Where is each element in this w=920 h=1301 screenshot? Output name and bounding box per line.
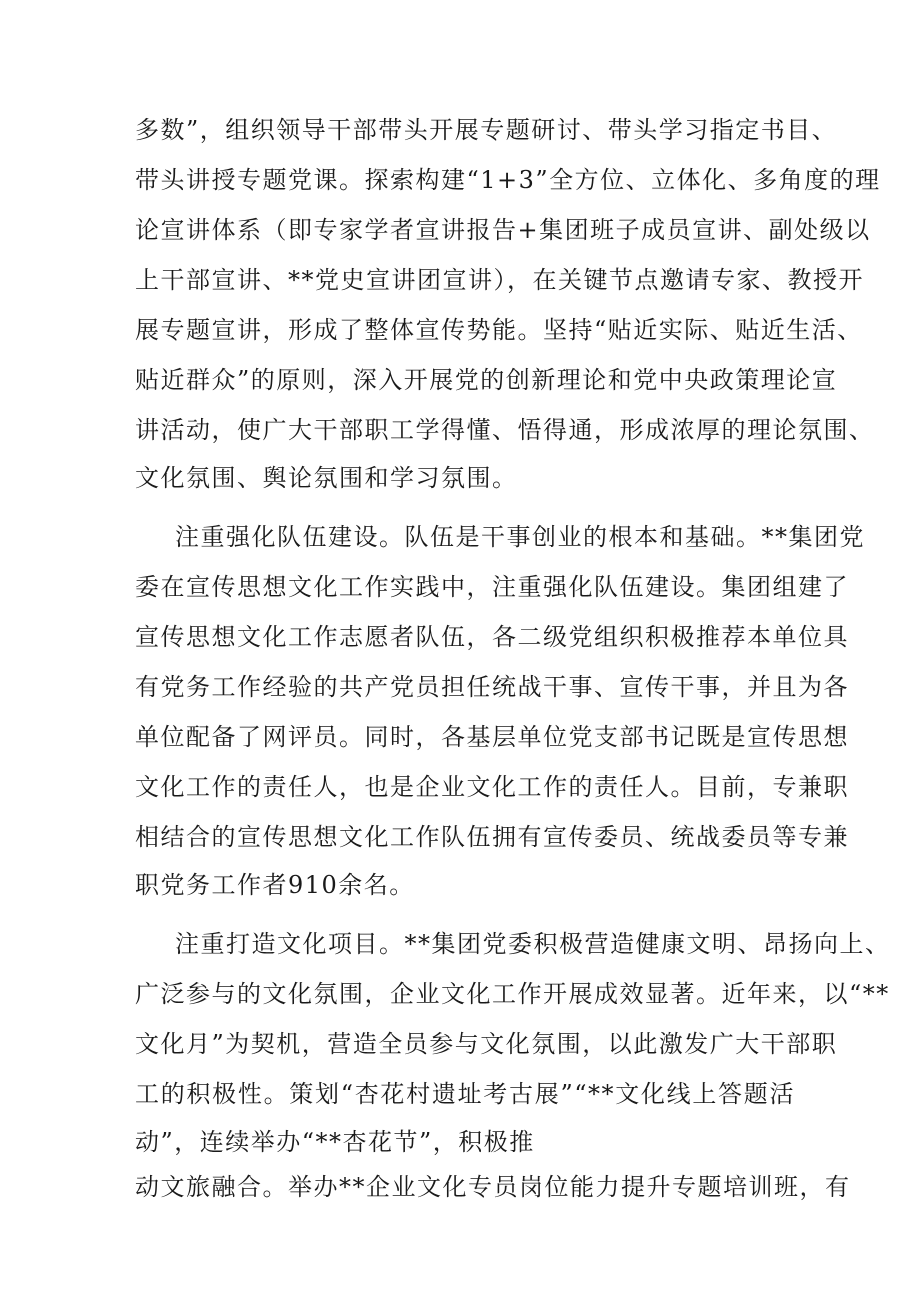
p1-line-7: 讲活动，使广大干部职工学得懂、悟得通，形成浓厚的理论氛围、 xyxy=(135,416,875,444)
p2-line-6: 文化工作的责任人，也是企业文化工作的责任人。目前，专兼职 xyxy=(135,773,849,801)
p1-line-6: 贴近群众”的原则，深入开展党的创新理论和党中央政策理论宣 xyxy=(135,366,838,394)
p2-line-2: 委在宣传思想文化工作实践中，注重强化队伍建设。集团组建了 xyxy=(135,573,849,601)
p2-line-1: 注重强化队伍建设。队伍是干事创业的根本和基础。**集团党 xyxy=(175,523,865,551)
p3-line-4: 工的积极性。策划“杏花村遗址考古展”“**文化线上答题活 xyxy=(135,1080,795,1108)
p3-line-2: 广泛参与的文化氛围，企业文化工作开展成效显著。近年来，以“** xyxy=(135,980,890,1008)
p2-line-7: 相结合的宣传思想文化工作队伍拥有宣传委员、统战委员等专兼 xyxy=(135,823,849,851)
p1-line-2: 带头讲授专题党课。探索构建“1+3”全方位、立体化、多角度的理 xyxy=(135,166,881,194)
p1-line-4: 上干部宣讲、**党史宣讲团宣讲），在关键节点邀请专家、教授开 xyxy=(135,266,864,294)
p3-line-1: 注重打造文化项目。**集团党委积极营造健康文明、昂扬向上、 xyxy=(175,930,891,958)
p1-line-3: 论宣讲体系（即专家学者宣讲报告+集团班子成员宣讲、副处级以 xyxy=(135,216,871,244)
p3-line-5: 动”，连续举办“**杏花节”，积极推 xyxy=(135,1128,535,1156)
p2-line-4: 有党务工作经验的共产党员担任统战干事、宣传干事，并且为各 xyxy=(135,673,849,701)
p2-line-5: 单位配备了网评员。同时，各基层单位党支部书记既是宣传思想 xyxy=(135,723,849,751)
p1-line-5: 展专题宣讲，形成了整体宣传势能。坚持“贴近实际、贴近生活、 xyxy=(135,316,863,344)
p1-line-8: 文化氛围、舆论氛围和学习氛围。 xyxy=(135,464,518,492)
p3-line-3: 文化月”为契机，营造全员参与文化氛围，以此激发广大干部职 xyxy=(135,1030,838,1058)
p3-line-6: 动文旅融合。举办**企业文化专员岗位能力提升专题培训班，有 xyxy=(135,1173,851,1201)
p2-line-8: 职党务工作者910余名。 xyxy=(135,871,415,899)
p1-line-1: 多数”，组织领导干部带头开展专题研讨、带头学习指定书目、 xyxy=(135,116,838,144)
p2-line-3: 宣传思想文化工作志愿者队伍，各二级党组织积极推荐本单位具 xyxy=(135,623,849,651)
